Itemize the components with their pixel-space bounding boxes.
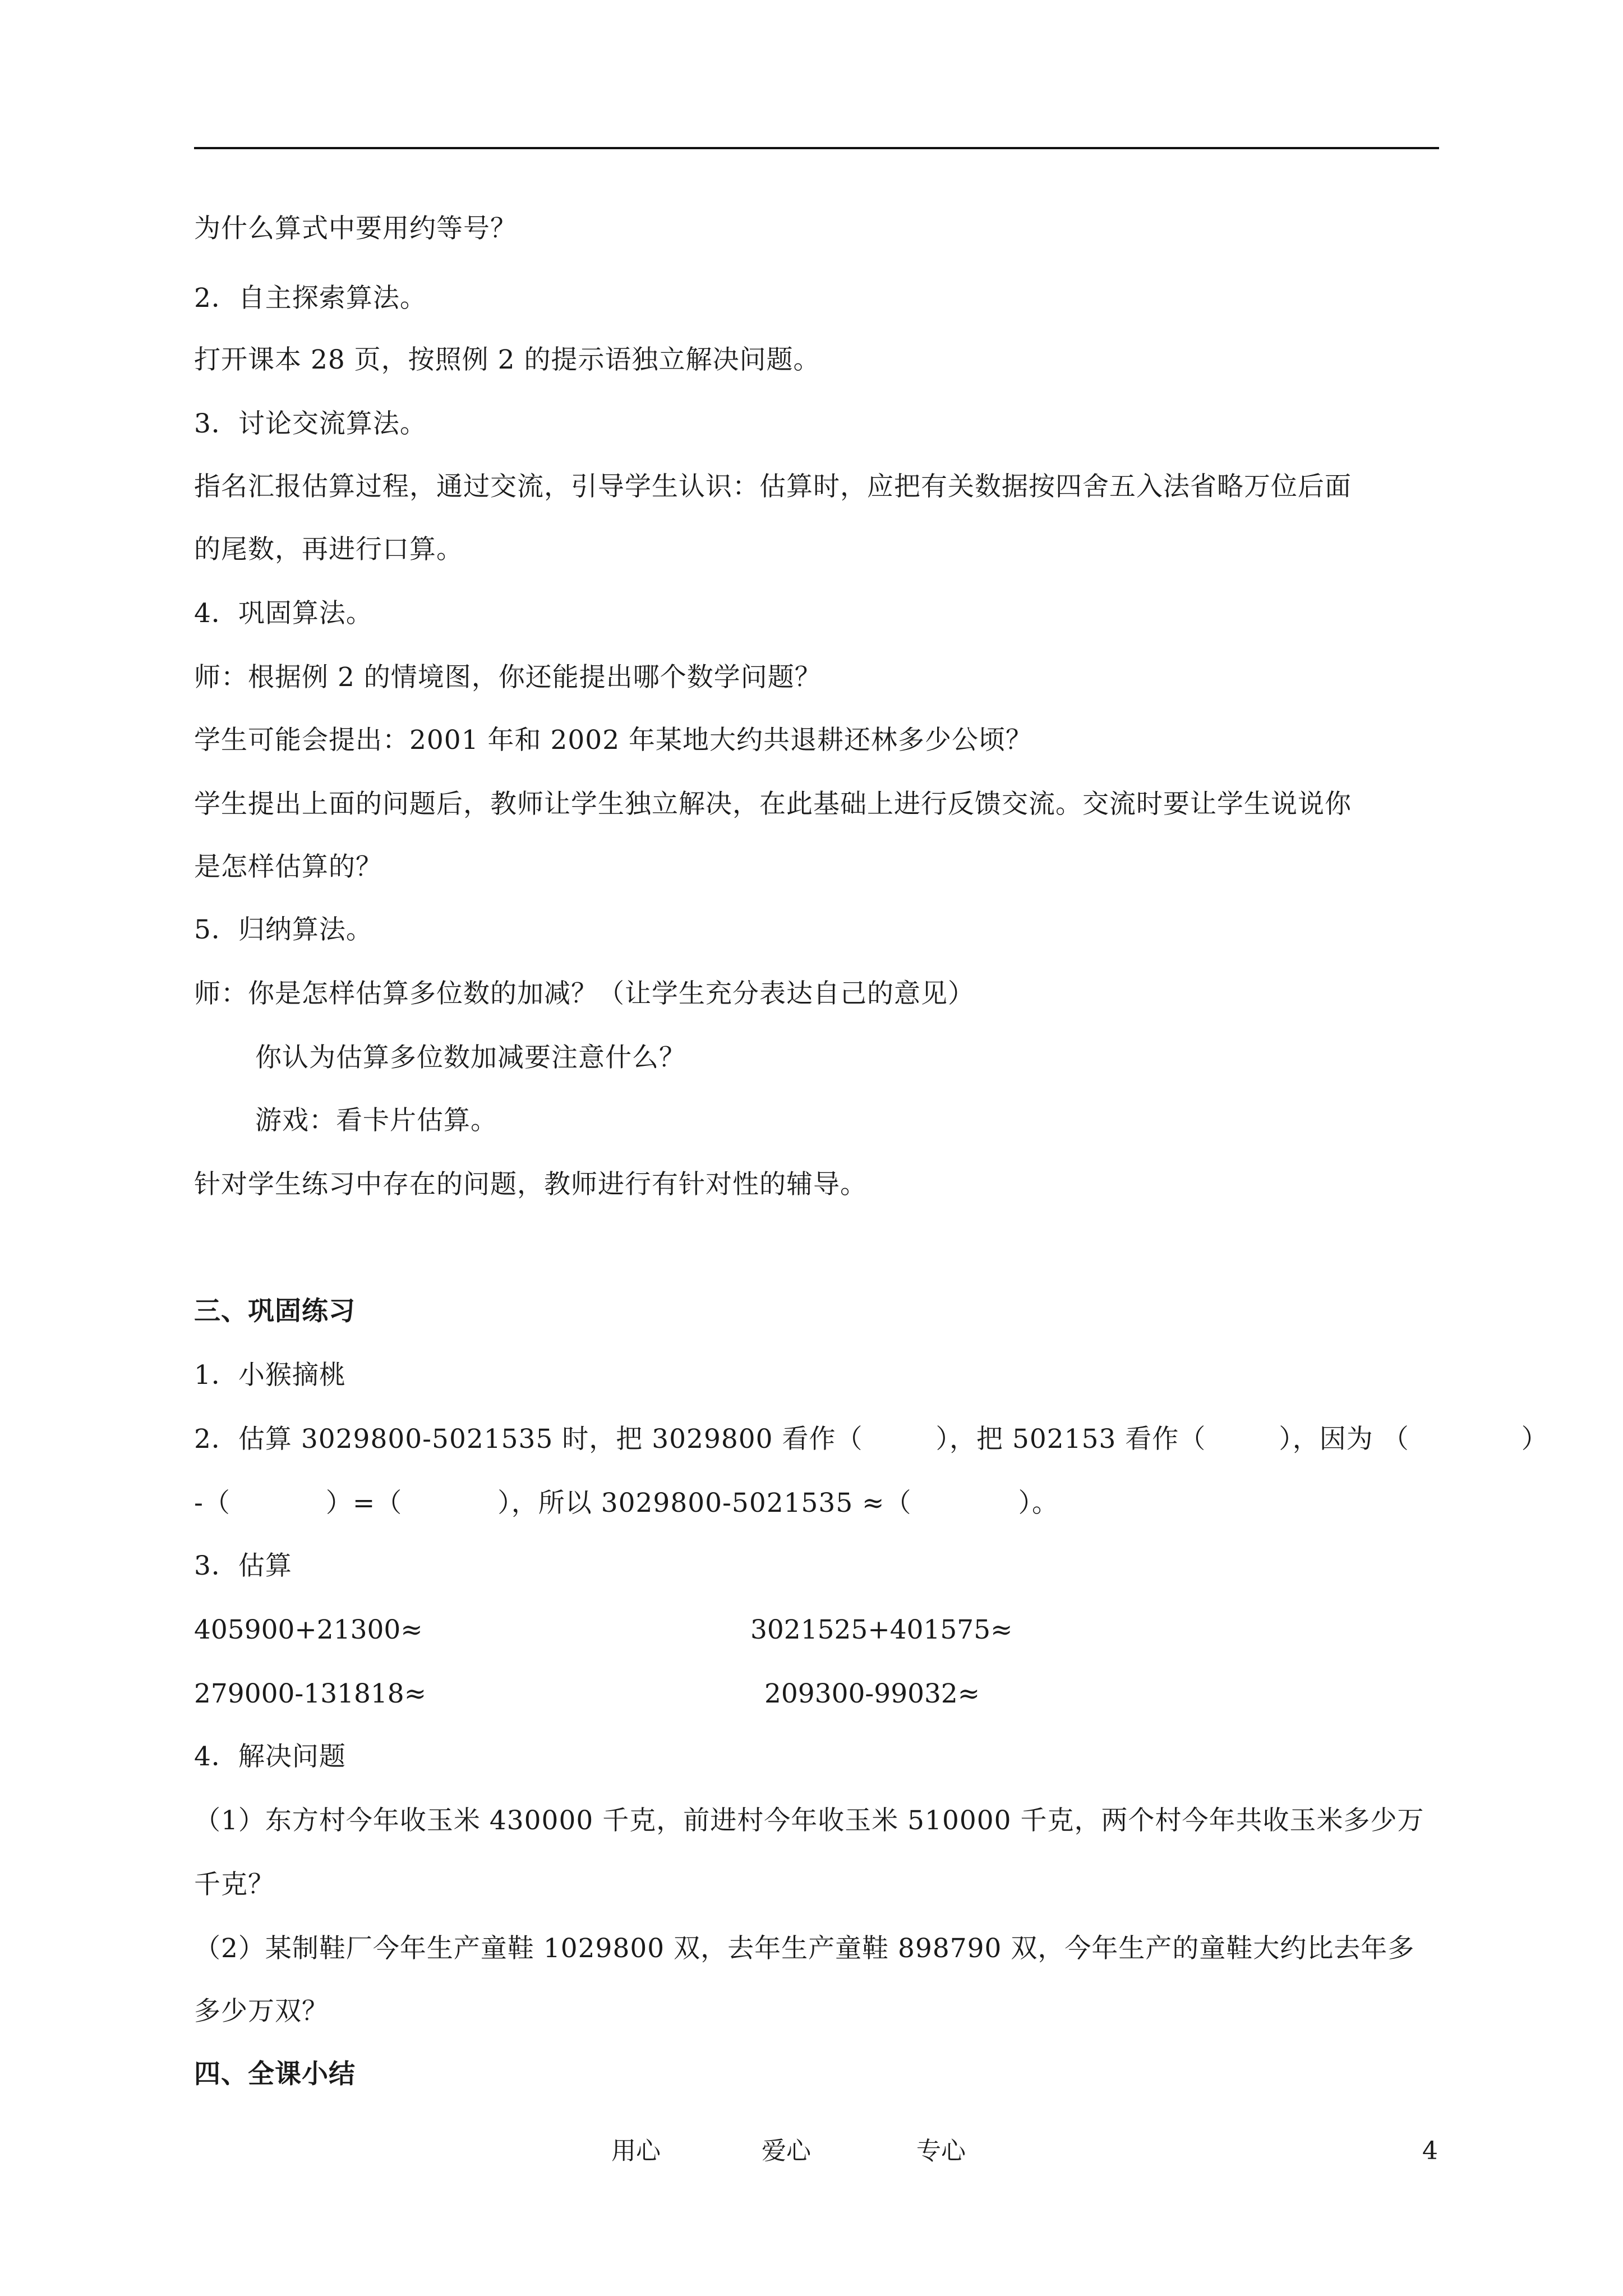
text-line: 1．小猴摘桃 — [194, 1360, 346, 1391]
footer-motto: 爱心 — [762, 2137, 811, 2165]
text-line: 学生可能会提出：2001 年和 2002 年某地大约共退耕还林多少公顷？ — [194, 725, 1033, 756]
text-line: 师：根据例 2 的情境图，你还能提出哪个数学问题？ — [194, 662, 822, 693]
text-line: 为什么算式中要用约等号？ — [194, 213, 517, 244]
text-line: 师：你是怎样估算多位数的加减？（让学生充分表达自己的意见） — [194, 978, 975, 1009]
footer-motto: 用心 — [611, 2137, 661, 2165]
text-segment: ）。 — [1018, 1488, 1059, 1519]
text-line: 5．归纳算法。 — [194, 914, 373, 945]
text-segment: ），所以 3029800-5021535 ≈（ — [497, 1488, 912, 1519]
text-line: 3．估算 — [194, 1550, 292, 1581]
section-heading-3: 三、巩固练习 — [194, 1296, 356, 1327]
text-line: 打开课本 28 页，按照例 2 的提示语独立解决问题。 — [194, 344, 820, 375]
text-line: （2）某制鞋厂今年生产童鞋 1029800 双，去年生产童鞋 898790 双，今年生产的童鞋大约比去年多 — [194, 1933, 1415, 1964]
text-line: 学生提出上面的问题后，教师让学生独立解决，在此基础上进行反馈交流。交流时要让学生说说你 — [194, 789, 1352, 820]
text-line: 游戏：看卡片估算。 — [255, 1105, 497, 1136]
text-line: 针对学生练习中存在的问题，教师进行有针对性的辅导。 — [194, 1169, 867, 1200]
estimate-expression: 209300-99032≈ — [764, 1678, 980, 1709]
text-line: 你认为估算多位数加减要注意什么？ — [255, 1042, 686, 1073]
fill-blank-line — [194, 1487, 1059, 1520]
text-line: 指名汇报估算过程，通过交流，引导学生认识：估算时，应把有关数据按四舍五入法省略万位后面 — [194, 471, 1352, 502]
footer-motto: 专心 — [916, 2137, 966, 2165]
text-line: 是怎样估算的？ — [194, 852, 382, 882]
text-segment: 2．估算 3029800-5021535 时，把 3029800 看作（ — [194, 1424, 863, 1455]
fill-blank-line — [194, 1423, 1548, 1456]
text-segment: ） — [1521, 1424, 1548, 1455]
text-segment: ）=（ — [325, 1488, 403, 1519]
estimate-expression: 405900+21300≈ — [194, 1614, 423, 1645]
estimate-expression: 279000-131818≈ — [194, 1678, 427, 1709]
text-line: （1）东方村今年收玉米 430000 千克，前进村今年收玉米 510000 千克，两个村今年共收玉米多少万 — [194, 1805, 1424, 1836]
text-line: 2．自主探索算法。 — [194, 283, 427, 314]
text-line: 4．巩固算法。 — [194, 598, 373, 629]
text-line: 的尾数，再进行口算。 — [194, 534, 463, 565]
section-heading-4: 四、全课小结 — [194, 2059, 356, 2090]
text-line: 4．解决问题 — [194, 1741, 346, 1772]
text-line: 千克？ — [194, 1869, 275, 1900]
page-number: 4 — [1422, 2137, 1438, 2165]
text-line: 多少万双？ — [194, 1996, 329, 2027]
header-rule — [194, 147, 1439, 149]
estimate-expression: 3021525+401575≈ — [750, 1614, 1013, 1645]
text-segment: -（ — [194, 1488, 230, 1519]
text-segment: ），把 502153 看作（ — [935, 1424, 1206, 1455]
text-segment: ），因为 （ — [1279, 1424, 1409, 1455]
text-line: 3．讨论交流算法。 — [194, 408, 427, 439]
